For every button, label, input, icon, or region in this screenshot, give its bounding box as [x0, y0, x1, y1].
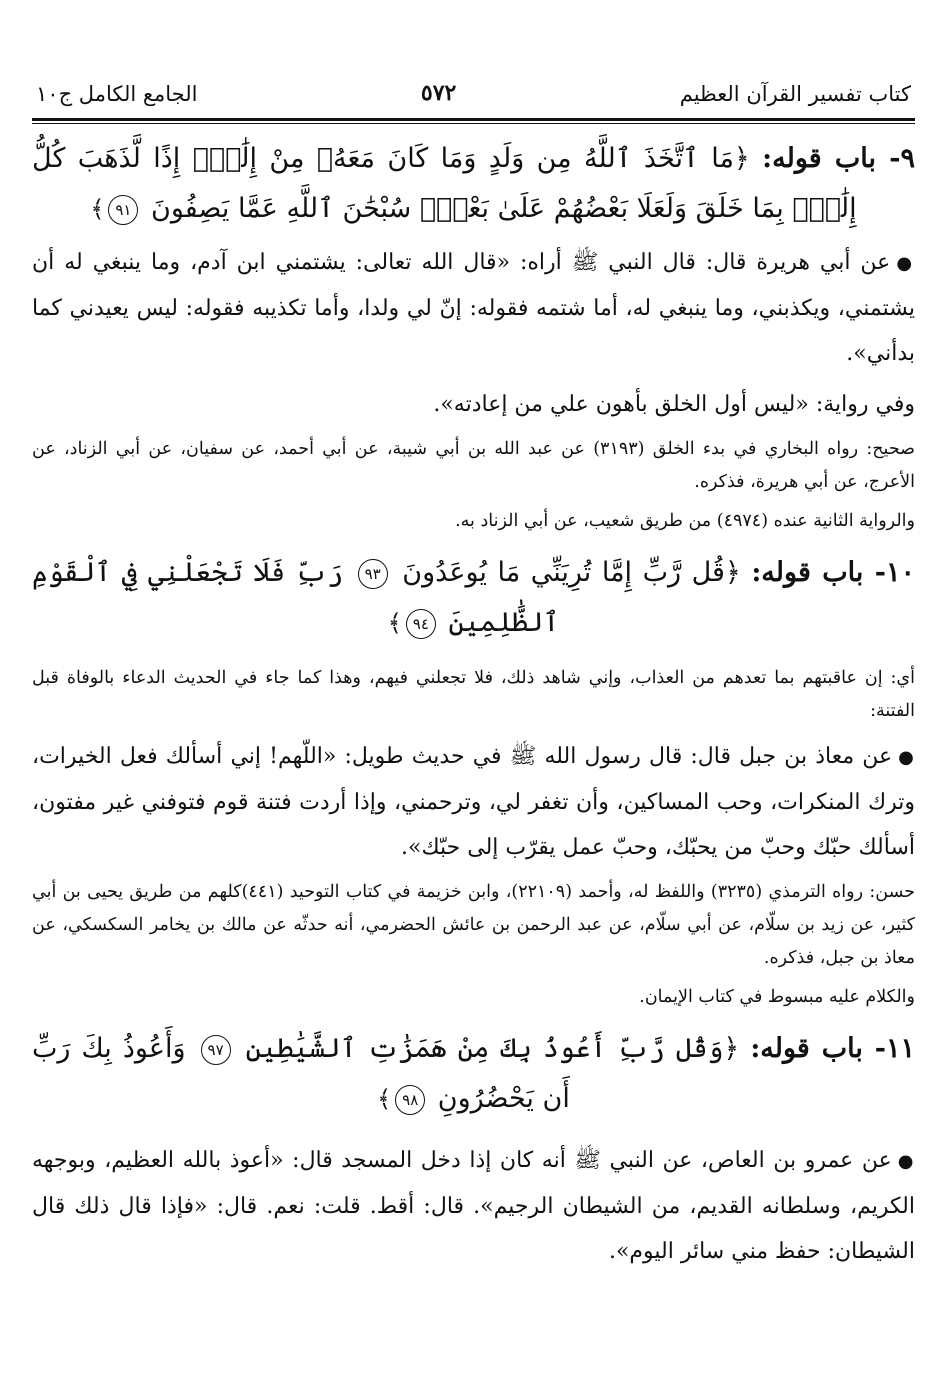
section-11-title	[32, 1024, 915, 1124]
section-10-verse-part2: رَبِّ فَلَا تَجْعَلْنِي فِي ٱلْقَوْمِ ٱلظَّٰلِمِينَ	[32, 557, 560, 638]
aya-number-94: ٩٤	[406, 609, 436, 639]
section-11-verse-part2: وَأَعُوذُ بِكَ رَبِّ أَن يَحْضُرُونِ	[32, 1033, 570, 1114]
aya-number-93: ٩٣	[358, 559, 388, 589]
section-10-takhrij2: والكلام عليه مبسوط في كتاب الإيمان.	[639, 987, 915, 1007]
aya-number-97: ٩٧	[201, 1035, 231, 1065]
section-9-label: ٩- باب قوله:	[762, 143, 915, 174]
section-9-riwaya: وفي رواية: «ليس أول الخلق بأهون علي من إعادته».	[433, 392, 915, 417]
section-11-label: ١١- باب قوله:	[750, 1033, 915, 1064]
page-number: ٥٧٢	[420, 80, 457, 106]
section-10-takhrij: حسن: رواه الترمذي (٣٢٣٥) واللفظ له، وأحمد (٢٢١٠٩)، وابن خزيمة في كتاب التوحيد (٤٤١)كلهم من طريق يحيى بن أبي كثير، عن زيد بن سلّام، عن أبي سلّام، عن عبد الرحمن بن عائش الحضرمي، أنه حدثّه عن مالك بن يخامر السكسكي، عن معاذ بن جبل، فذكره.	[32, 882, 916, 968]
section-10-label: ١٠- باب قوله:	[751, 557, 915, 588]
running-header	[32, 62, 915, 106]
close-bracket-icon: ﴾	[90, 195, 105, 223]
header-rule-thin	[32, 123, 915, 124]
section-9-takhrij2: والرواية الثانية عنده (٤٩٧٤) من طريق شعيب، عن أبي الزناد به.	[455, 511, 915, 531]
series-title: الجامع الكامل ج١٠	[36, 82, 198, 106]
book-title: كتاب تفسير القرآن العظيم	[679, 82, 911, 106]
section-11-hadith: ●عن عمرو بن العاص، عن النبي ﷺ أنه كان إذا دخل المسجد قال: «أعوذ بالله العظيم، وبوجهه الكريم، وسلطانه القديم، من الشيطان الرجيم». قال: أقط. قلت: نعم. قال: «فإذا قال ذلك قال الشيطان: حفظ مني سائر اليوم».	[32, 1148, 915, 1264]
section-10-title	[32, 548, 915, 648]
section-9-title	[32, 134, 915, 234]
section-9-hadith: ●عن أبي هريرة قال: قال النبي ﷺ أراه: «قال الله تعالى: يشتمني ابن آدم، وما ينبغي له أن يشتمني، ويكذبني، وما ينبغي له، أما شتمه فقوله: إنّ لي ولدا، وأما تكذيبه فقوله: ليس يعيدني كما بدأني».	[32, 250, 915, 366]
bullet-icon: ●	[896, 253, 915, 274]
aya-number-98: ٩٨	[395, 1085, 425, 1115]
section-9-takhrij: صحيح: رواه البخاري في بدء الخلق (٣١٩٣) عن عبد الله بن أبي شيبة، عن أبي أحمد، عن سفيان، عن أبي الزناد، عن الأعرج، عن أبي هريرة، فذكره.	[32, 439, 915, 492]
section-10-explanation: أي: إن عاقبتهم بما تعدهم من العذاب، وإني شاهد ذلك، فلا تجعلني فيهم، وهذا كما جاء في الحديث الدعاء بالوفاة قبل الفتنة:	[32, 668, 915, 721]
close-bracket-icon: ﴾	[377, 1085, 392, 1113]
header-rule	[32, 118, 915, 121]
section-10-hadith: ●عن معاذ بن جبل قال: قال رسول الله ﷺ في حديث طويل: «اللّهم! إني أسألك فعل الخيرات، وترك المنكرات، وحب المساكين، وأن تغفر لي، وترحمني، وإذا أردت فتنة قوم فتوفني غير مفتون، أسألك حبّك وحبّ من يحبّك، وحبّ عمل يقرّب إلى حبّك».	[32, 744, 915, 860]
bullet-icon: ●	[898, 747, 915, 768]
bullet-icon: ●	[897, 1151, 915, 1172]
section-10-verse-part1: ﴿قُل رَّبِّ إِمَّا تُرِيَنِّي مَا يُوعَدُونَ	[402, 557, 741, 588]
section-11-verse-part1: ﴿وَقُل رَّبِّ أَعُوذُ بِكَ مِنْ هَمَزَٰتِ ٱلشَّيَٰطِينِ	[245, 1033, 740, 1064]
close-bracket-icon: ﴾	[387, 609, 402, 637]
aya-number-91: ٩١	[108, 195, 138, 225]
section-9-verse: ﴿مَا ٱتَّخَذَ ٱللَّهُ مِن وَلَدٍ وَمَا كَانَ مَعَهُۥ مِنْ إِلَٰهٍۚ إِذًا لَّذَهَبَ كُلُّ إِلَٰهِۭ بِمَا خَلَقَ وَلَعَلَا بَعْضُهُمْ عَلَىٰ بَعْضٍۚ سُبْحَٰنَ ٱللَّهِ عَمَّا يَصِفُونَ	[32, 143, 857, 224]
